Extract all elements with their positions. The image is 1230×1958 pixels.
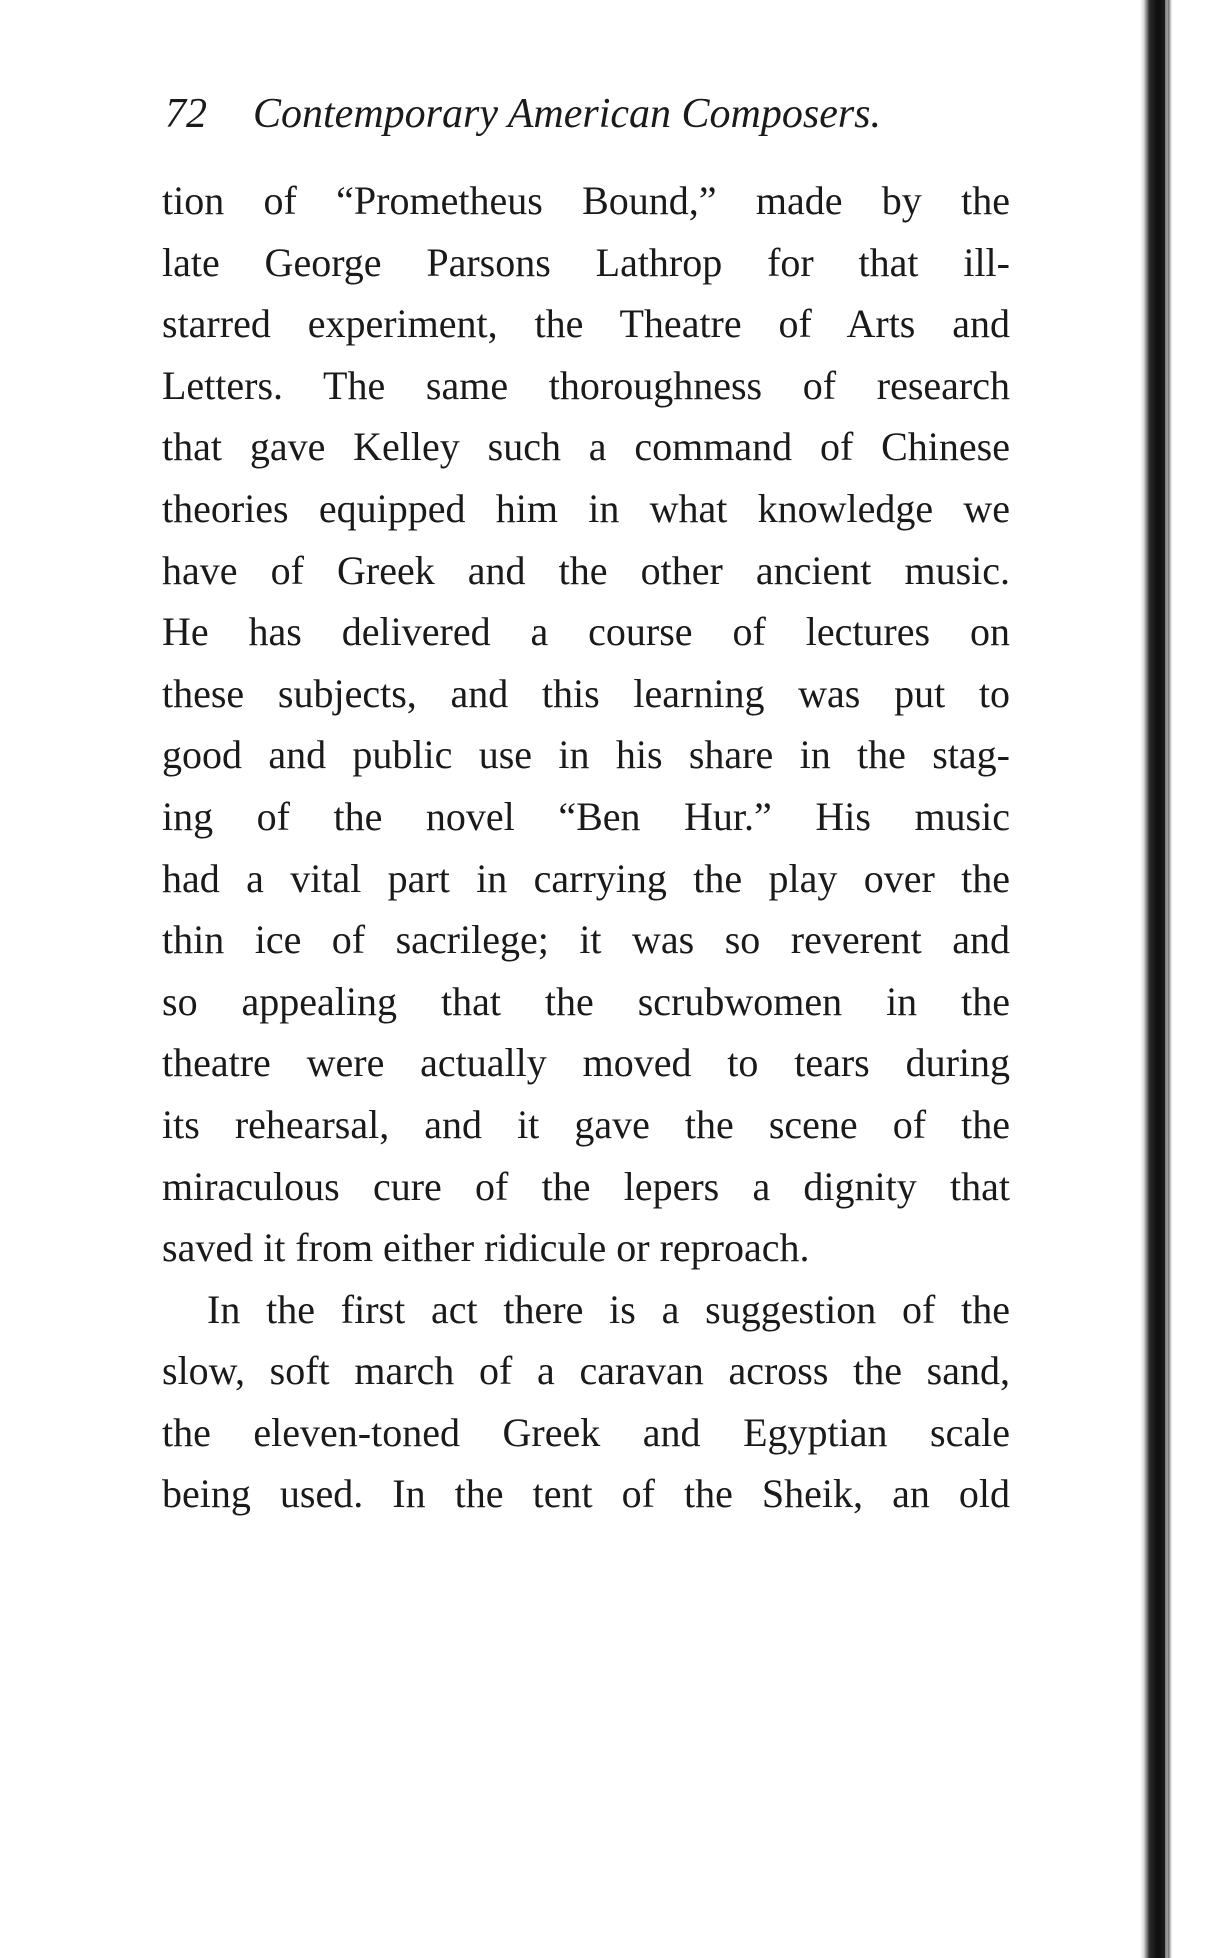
text-line: that gave Kelley such a command of Chinese [162, 424, 1010, 470]
running-head [165, 88, 1025, 140]
text-line: the eleven-toned Greek and Egyptian scale [162, 1409, 1010, 1455]
body-text [162, 170, 1010, 1525]
text-line: have of Greek and the other ancient music. [162, 547, 1010, 593]
text-line: being used. In the tent of the Sheik, an old [162, 1471, 1010, 1517]
text-line: had a vital part in carrying the play over the [162, 855, 1010, 901]
text-line: theatre were actually moved to tears during [162, 1040, 1010, 1086]
text-line: He has delivered a course of lectures on [162, 609, 1010, 655]
text-line: Letters. The same thoroughness of research [162, 362, 1010, 408]
text-line: slow, soft march of a caravan across the sand, [162, 1348, 1010, 1394]
text-line: late George Parsons Lathrop for that ill- [162, 239, 1010, 285]
text-line: theories equipped him in what knowledge we [162, 485, 1010, 531]
text-line: so appealing that the scrubwomen in the [162, 978, 1010, 1024]
text-line: starred experiment, the Theatre of Arts and [162, 301, 1010, 347]
text-line: its rehearsal, and it gave the scene of the [162, 1101, 1010, 1147]
book-spine-edge [1165, 0, 1168, 1958]
running-title: Contemporary American Composers. [253, 91, 882, 137]
paragraph-1 [162, 170, 1010, 1279]
text-line: In the first act there is a suggestion of the [207, 1286, 1010, 1332]
text-line: thin ice of sacrilege; it was so reverent and [162, 917, 1010, 963]
text-line: ing of the novel “Ben Hur.” His music [162, 793, 1010, 839]
text-line: these subjects, and this learning was put to [162, 670, 1010, 716]
page-number: 72 [165, 91, 207, 137]
text-line: miraculous cure of the lepers a dignity that [162, 1163, 1010, 1209]
paragraph-2 [162, 1279, 1010, 1525]
text-line: saved it from either ridicule or reproach. [162, 1225, 810, 1271]
text-line: tion of “Prometheus Bound,” made by the [162, 178, 1010, 223]
text-line: good and public use in his share in the stag- [162, 732, 1010, 778]
